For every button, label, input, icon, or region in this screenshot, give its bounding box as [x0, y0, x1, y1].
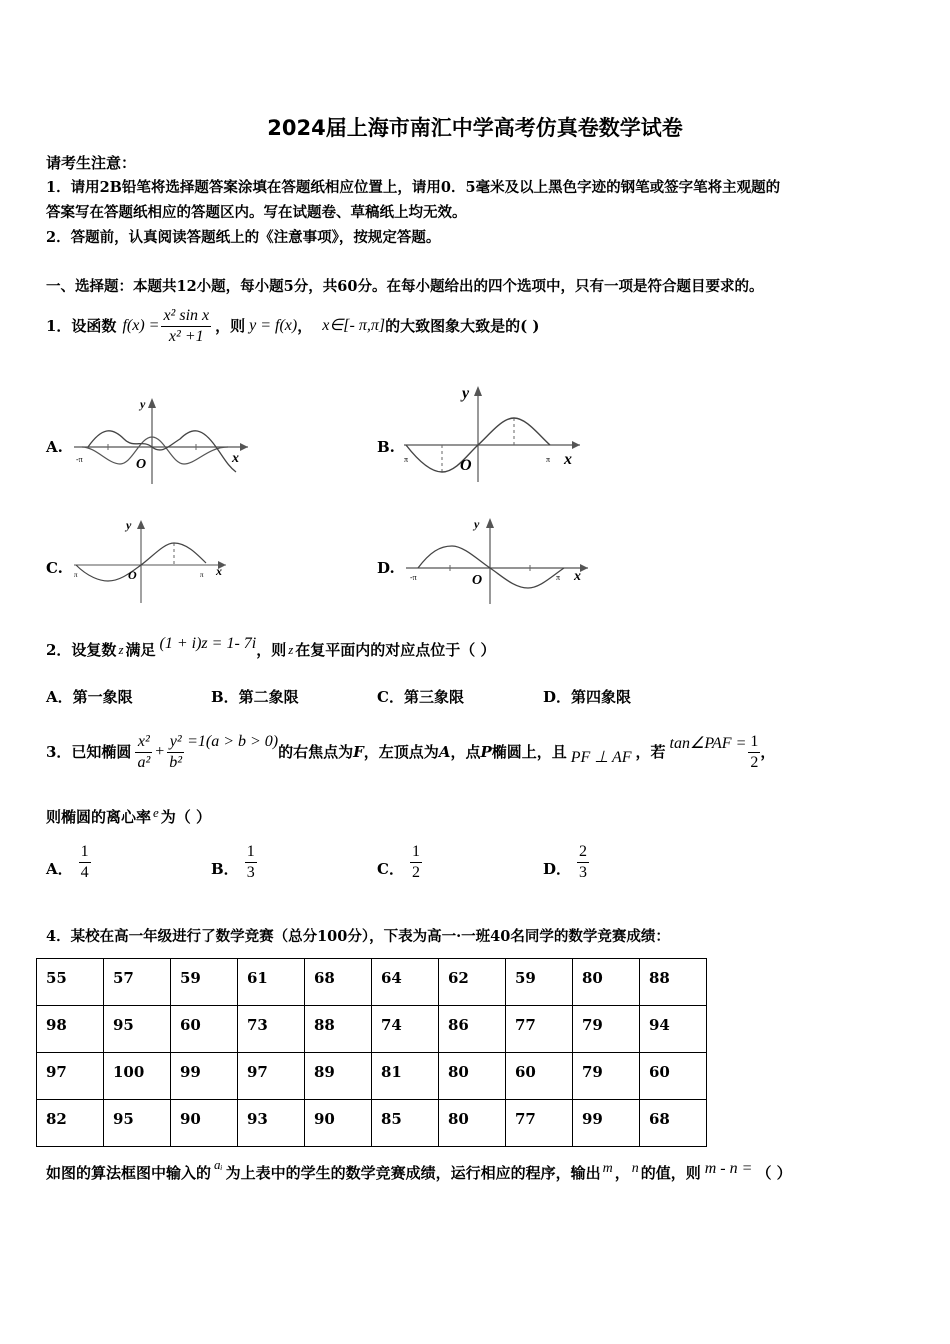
q1-option-c-graph — [68, 515, 233, 605]
q1-c-neg-pi: π — [74, 571, 78, 579]
table-cell: 80 — [439, 1100, 506, 1147]
table-cell: 95 — [104, 1100, 171, 1147]
q3-end: ， — [760, 743, 776, 761]
q1-a-x-label: x — [232, 451, 239, 466]
q3-option-b — [211, 842, 257, 883]
q3-tan: tan∠PAF = — [669, 735, 747, 752]
table-cell: 73 — [238, 1006, 305, 1053]
table-cell: 59 — [506, 959, 573, 1006]
q1-func-num: x² sin x — [161, 306, 211, 327]
q3-option-d-label: D． — [543, 860, 572, 878]
q3-frac-y — [167, 732, 184, 773]
q1-c-origin: O — [128, 568, 137, 582]
q3-option-a-label: A． — [46, 860, 73, 878]
q1-option-a-label: A. — [46, 438, 63, 456]
table-cell: 68 — [305, 959, 372, 1006]
q3-eq: =1(a > b > 0) — [187, 733, 279, 750]
q3-tan-num: 1 — [748, 732, 760, 753]
q4-q-mid2: 的值，则 — [640, 1164, 701, 1182]
q3-option-a — [46, 842, 91, 883]
notice-item1-line1: 1．请用2B铅笔将选择题答案涂填在答题纸相应位置上，请用0．5毫米及以上黑色字迹的钢笔或签字笔将主观题的 — [46, 179, 781, 196]
q3-option-c-frac — [410, 842, 422, 883]
q3-frac-y-num: y² — [169, 732, 182, 750]
table-cell: 55 — [37, 959, 104, 1006]
q1-d-pi: π — [556, 573, 561, 582]
table-cell: 57 — [104, 959, 171, 1006]
q3-mid3: ，点 — [450, 743, 481, 761]
notice-heading: 请考生注意： — [46, 154, 137, 172]
q3-frac-y-den: b² — [169, 753, 183, 771]
q3-option-a-frac — [79, 842, 91, 883]
q3-a: A — [438, 743, 451, 761]
scores-table — [36, 958, 707, 1147]
q4-mn: m - n = — [704, 1160, 753, 1177]
q4-n: n — [631, 1161, 639, 1176]
q1-d-y-label: y — [474, 517, 480, 531]
q1-option-c-label: C. — [46, 559, 63, 577]
table-cell: 95 — [104, 1006, 171, 1053]
table-cell: 93 — [238, 1100, 305, 1147]
q2-suffix: 在复平面内的对应点位于（ ） — [295, 641, 496, 659]
q1-b-x-label: x — [564, 451, 572, 468]
page-title: 2024届上海市南汇中学高考仿真卷数学试卷 — [267, 116, 683, 140]
q3-frac-x-den: a² — [137, 753, 151, 771]
table-cell: 77 — [506, 1100, 573, 1147]
q2-option-a: A．第一象限 — [46, 688, 133, 706]
table-cell: 100 — [104, 1053, 171, 1100]
q3-perp: PF ⊥ AF — [570, 749, 632, 766]
q4-ai: aᵢ — [214, 1157, 223, 1172]
table-cell: 99 — [171, 1053, 238, 1100]
q3-tan-frac — [748, 732, 760, 773]
q1-option-d-label: D. — [377, 559, 395, 577]
q4-intro: 4．某校在高一年级进行了数学竞赛（总分100分），下表为高一·一班40名同学的数学竞赛成绩： — [46, 928, 670, 945]
q1-option-a-graph — [68, 392, 258, 492]
q3-option-b-den: 3 — [246, 864, 255, 881]
table-cell: 64 — [372, 959, 439, 1006]
q3-option-a-num: 1 — [79, 842, 91, 863]
q1-d-origin: O — [472, 573, 483, 588]
q1-b-origin: O — [460, 457, 472, 474]
q1-c-x-label: x — [216, 564, 222, 578]
table-cell: 60 — [506, 1053, 573, 1100]
q2-mid1: 满足 — [125, 641, 156, 659]
table-cell: 85 — [372, 1100, 439, 1147]
table-cell: 90 — [305, 1100, 372, 1147]
q1-option-d-graph — [400, 512, 595, 607]
q3-mid1: 的右焦点为 — [278, 743, 354, 761]
q1-func-den: x² +1 — [168, 327, 204, 345]
q4-q-suffix: （ ） — [756, 1164, 792, 1182]
q3-p: P — [480, 743, 492, 761]
q3-mid4: 椭圆上，且 — [491, 743, 567, 761]
q1-b-neg-pi: π — [404, 455, 409, 464]
table-cell: 68 — [640, 1100, 707, 1147]
q3-option-d-num: 2 — [577, 842, 589, 863]
table-cell: 80 — [573, 959, 640, 1006]
q3-option-d — [543, 842, 589, 883]
q1-option-b-graph — [398, 378, 588, 488]
table-cell: 79 — [573, 1053, 640, 1100]
table-cell: 88 — [640, 959, 707, 1006]
table-cell: 80 — [439, 1053, 506, 1100]
q1-b-y-label: y — [462, 385, 470, 402]
q2-z2: z — [288, 642, 294, 657]
q3-f: F — [353, 743, 364, 761]
q2-prefix: 2．设复数 — [46, 641, 117, 659]
table-cell: 61 — [238, 959, 305, 1006]
section-heading: 一、选择题：本题共12小题，每小题5分，共60分。在每小题给出的四个选项中，只有一项是符合题目要求的。 — [46, 278, 764, 295]
q1-option-b-label: B. — [377, 438, 395, 456]
q1-suffix: 的大致图象大致是的( ) — [385, 317, 540, 335]
q1-d-x-label: x — [574, 569, 581, 584]
table-cell: 60 — [171, 1006, 238, 1053]
q2-option-d: D．第四象限 — [543, 688, 632, 706]
q2-mid2: ，则 — [256, 641, 287, 659]
q3-option-c-den: 2 — [411, 864, 420, 881]
q1-y-expr: y = f(x) — [249, 317, 298, 334]
q1-b-pi: π — [546, 455, 551, 464]
q4-question — [46, 1158, 792, 1188]
q3-option-d-frac — [577, 842, 589, 883]
q3-tan-den: 2 — [750, 753, 759, 771]
q3-option-c-num: 1 — [410, 842, 422, 863]
question-1 — [46, 304, 540, 348]
q1-c-y-label: y — [126, 518, 132, 532]
q1-domain: x∈[- π,π] — [322, 317, 386, 334]
q3-line2-suffix: 为（ ） — [160, 808, 212, 826]
q2-z: z — [118, 642, 124, 657]
table-cell: 97 — [238, 1053, 305, 1100]
q1-d-neg-pi: -π — [410, 573, 417, 582]
q3-option-b-num: 1 — [245, 842, 257, 863]
q2-option-b: B．第二象限 — [211, 688, 299, 706]
q1-func-fraction — [161, 306, 211, 347]
notice-item2: 2．答题前，认真阅读答题纸上的《注意事项》，按规定答题。 — [46, 229, 441, 246]
table-cell: 59 — [171, 959, 238, 1006]
table-cell: 62 — [439, 959, 506, 1006]
q3-mid2: ，左顶点为 — [363, 743, 439, 761]
q1-comma: ， — [297, 317, 313, 335]
q3-frac-x — [135, 732, 152, 773]
q4-m: m — [602, 1161, 613, 1176]
table-cell: 94 — [640, 1006, 707, 1053]
q1-c-pi: π — [200, 571, 204, 579]
table-cell: 82 — [37, 1100, 104, 1147]
q3-option-d-den: 3 — [579, 864, 588, 881]
table-row — [37, 1100, 707, 1147]
notice-item1-line2: 答案写在答题纸相应的答题区内。写在试题卷、草稿纸上均无效。 — [46, 204, 467, 221]
q3-option-b-frac — [245, 842, 257, 883]
table-cell: 77 — [506, 1006, 573, 1053]
q1-prefix: 1．设函数 — [46, 317, 117, 335]
q3-option-a-den: 4 — [80, 864, 89, 881]
q3-mid5: ，若 — [635, 743, 666, 761]
table-cell: 90 — [171, 1100, 238, 1147]
q3-frac-x-num: x² — [137, 732, 150, 750]
q3-plus: + — [155, 743, 165, 760]
table-row — [37, 959, 707, 1006]
table-cell: 60 — [640, 1053, 707, 1100]
table-cell: 98 — [37, 1006, 104, 1053]
q3-line2-prefix: 则椭圆的离心率 — [46, 808, 152, 826]
q1-func-lhs: f(x) = — [122, 317, 160, 334]
table-row — [37, 1006, 707, 1053]
q3-option-b-label: B． — [211, 860, 239, 878]
question-3 — [46, 724, 775, 780]
table-row — [37, 1053, 707, 1100]
table-cell: 74 — [372, 1006, 439, 1053]
q3-e: e — [153, 805, 159, 820]
q2-option-c: C．第三象限 — [377, 688, 464, 706]
table-cell: 81 — [372, 1053, 439, 1100]
q3-option-c-label: C． — [377, 860, 404, 878]
table-cell: 97 — [37, 1053, 104, 1100]
table-cell: 86 — [439, 1006, 506, 1053]
q3-option-c — [377, 842, 422, 883]
table-cell: 89 — [305, 1053, 372, 1100]
q4-q-prefix: 如图的算法框图中输入的 — [46, 1164, 212, 1182]
table-cell: 79 — [573, 1006, 640, 1053]
q3-line2 — [46, 806, 211, 828]
question-2 — [46, 636, 496, 664]
q4-comma: ， — [614, 1164, 630, 1182]
q1-a-origin: O — [136, 457, 147, 472]
table-cell: 88 — [305, 1006, 372, 1053]
q4-q-mid1: 为上表中的学生的数学竞赛成绩，运行相应的程序，输出 — [225, 1164, 601, 1182]
table-cell: 99 — [573, 1100, 640, 1147]
q1-mid: ，则 — [215, 317, 246, 335]
q3-prefix: 3．已知椭圆 — [46, 743, 132, 761]
q2-equation: (1 + i)z = 1- 7i — [159, 635, 257, 652]
q1-a-neg-pi: -π — [76, 455, 83, 464]
q1-a-y-label: y — [140, 397, 146, 411]
